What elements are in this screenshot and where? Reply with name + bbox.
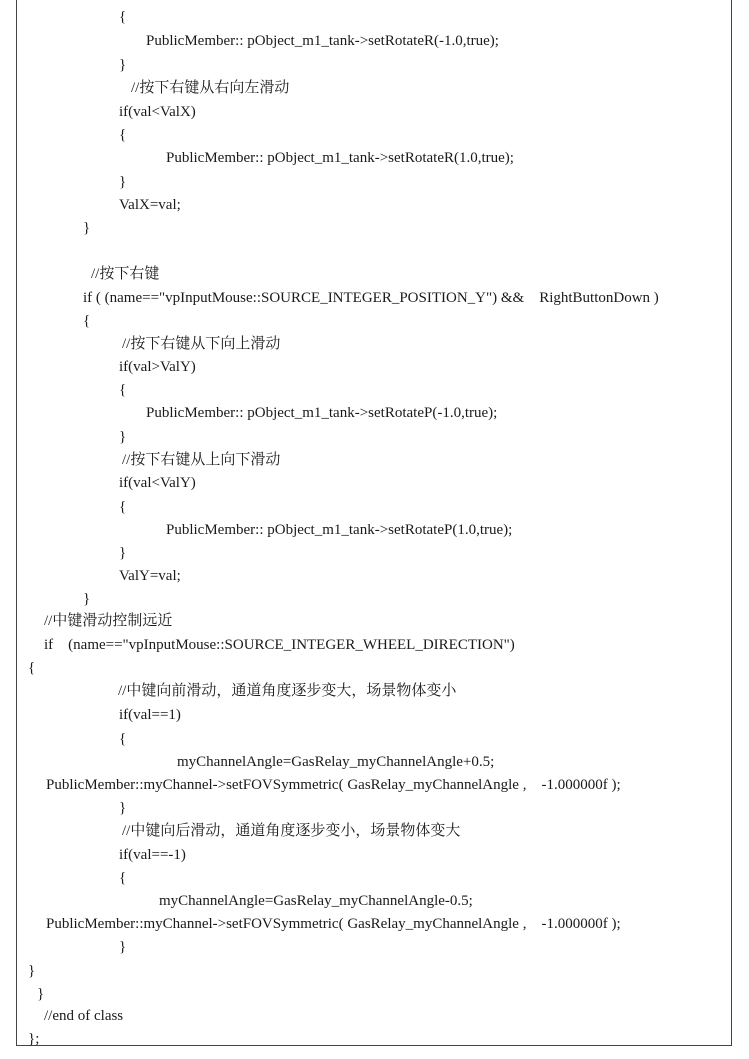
code-line: PublicMember:: pObject_m1_tank->setRotateR(-1.0,true);	[146, 33, 499, 49]
code-line: }	[119, 545, 127, 561]
code-line: ValY=val;	[119, 568, 181, 584]
code-listing-frame	[16, 0, 732, 1046]
code-line: if(val<ValY)	[119, 475, 196, 491]
code-comment: //中键滑动控制远近	[44, 613, 173, 629]
code-line: }	[119, 429, 127, 445]
code-line: }	[119, 800, 127, 816]
code-comment: //按下右键从下向上滑动	[122, 336, 281, 352]
code-line: PublicMember:: pObject_m1_tank->setRotateR(1.0,true);	[166, 150, 514, 166]
code-line: }	[37, 986, 45, 1002]
code-line: }	[83, 220, 91, 236]
code-line: }	[119, 939, 127, 955]
code-line: if(val==1)	[119, 707, 181, 723]
code-line: }	[83, 591, 91, 607]
code-line: PublicMember::myChannel->setFOVSymmetric( GasRelay_myChannelAngle , -1.000000f );	[46, 916, 621, 932]
code-line: if ( (name=="vpInputMouse::SOURCE_INTEGER_POSITION_Y") && RightButtonDown )	[83, 290, 659, 306]
code-line: }	[119, 174, 127, 190]
code-line: PublicMember:: pObject_m1_tank->setRotateP(-1.0,true);	[146, 405, 498, 421]
code-line: }	[28, 963, 36, 979]
code-line: ValX=val;	[119, 197, 181, 213]
code-line: myChannelAngle=GasRelay_myChannelAngle+0.5;	[177, 754, 495, 770]
code-comment: //end of class	[44, 1008, 124, 1024]
code-line: }	[119, 57, 127, 73]
code-comment: //按下右键从右向左滑动	[131, 80, 290, 96]
code-comment: //中键向前滑动，通道角度逐步变大，场景物体变小	[118, 683, 457, 699]
code-line: {	[119, 499, 127, 515]
code-comment: //按下右键从上向下滑动	[122, 452, 281, 468]
code-line: if(val>ValY)	[119, 359, 196, 375]
code-line: {	[119, 127, 127, 143]
code-line: if(val<ValX)	[119, 104, 196, 120]
code-line: if(val==-1)	[119, 847, 186, 863]
code-line: PublicMember::myChannel->setFOVSymmetric( GasRelay_myChannelAngle , -1.000000f );	[46, 777, 621, 793]
code-line: {	[119, 382, 127, 398]
code-line: };	[28, 1031, 40, 1047]
code-line: if (name=="vpInputMouse::SOURCE_INTEGER_WHEEL_DIRECTION")	[44, 637, 515, 653]
code-line: myChannelAngle=GasRelay_myChannelAngle-0.5;	[159, 893, 473, 909]
code-comment: //中键向后滑动，通道角度逐步变小，场景物体变大	[122, 823, 461, 839]
code-line: {	[83, 313, 91, 329]
code-line: {	[119, 731, 127, 747]
code-line: {	[28, 660, 36, 676]
code-line: {	[119, 9, 127, 25]
code-comment: //按下右键	[91, 266, 160, 282]
code-line: PublicMember:: pObject_m1_tank->setRotateP(1.0,true);	[166, 522, 513, 538]
code-line: {	[119, 870, 127, 886]
